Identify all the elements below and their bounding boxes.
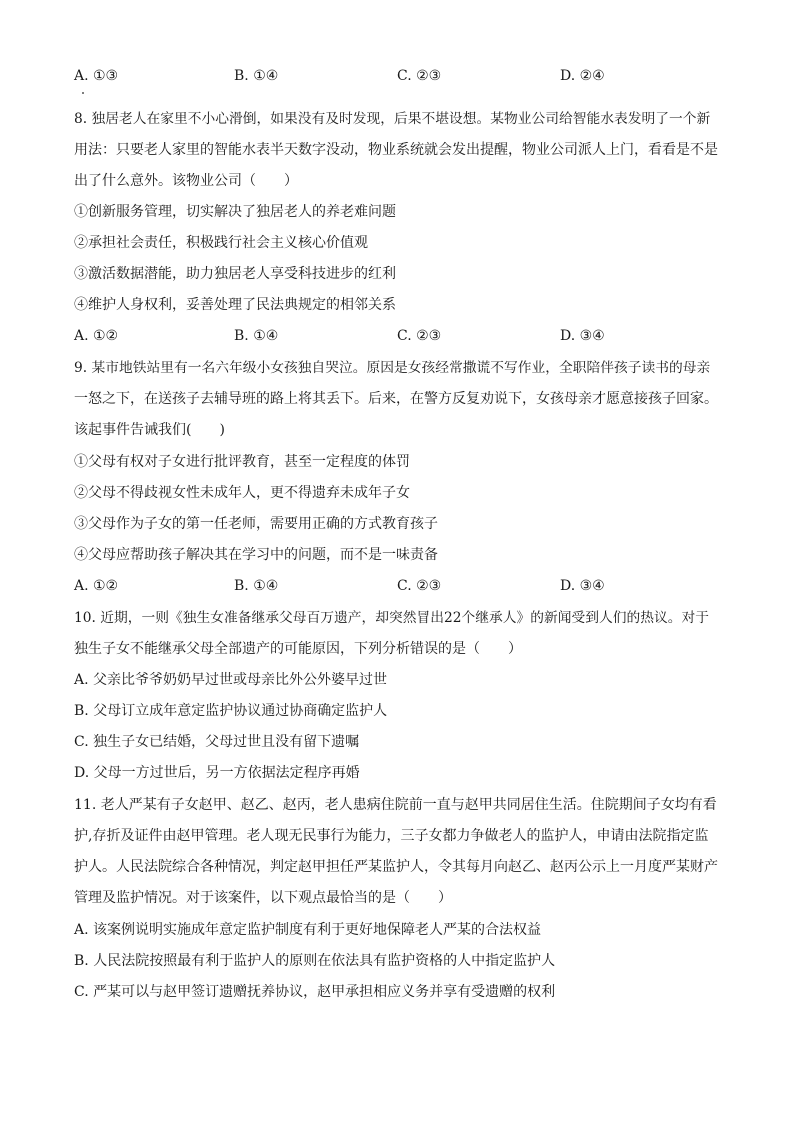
q8-stem-line-2: 用法：只要老人家里的智能水表半天数字没动，物业系统就会发出提醒，物业公司派人上门，看看是不是 — [74, 142, 718, 158]
q9-option-a: A. ①② — [74, 578, 119, 594]
q9-stem-line-3: 该起事件告诫我们( ) — [74, 422, 225, 438]
q7-option-a: A. ①③ — [74, 68, 119, 84]
q9-item-4: ④父母应帮助孩子解决其在学习中的问题，而不是一味责备 — [74, 547, 438, 563]
q8-item-1: ①创新服务管理，切实解决了独居老人的养老难问题 — [74, 204, 396, 220]
q8-options — [74, 326, 734, 346]
q10-stem-line-2: 独生子女不能继承父母全部遗产的可能原因，下列分析错误的是（ ） — [74, 641, 522, 657]
q11-stem-line-3: 护人。人民法院综合各种情况，判定赵甲担任严某监护人，令其每月向赵乙、赵丙公示上一月度严某财产 — [74, 859, 718, 875]
q9-item-1: ①父母有权对子女进行批评教育，甚至一定程度的体罚 — [74, 454, 410, 470]
q7-option-d: D. ②④ — [560, 68, 605, 84]
q11-choice-a: A. 该案例说明实施成年意定监护制度有利于更好地保障老人严某的合法权益 — [74, 922, 542, 938]
q8-item-2: ②承担社会责任，积极践行社会主义核心价值观 — [74, 235, 368, 251]
q9-option-d: D. ③④ — [560, 578, 605, 594]
q9-options — [74, 576, 734, 596]
q9-stem-line-1: 9. 某市地铁站里有一名六年级小女孩独自哭泣。原因是女孩经常撒谎不写作业，全职陪伴孩子读书的母亲 — [74, 360, 711, 376]
q7-option-c: C. ②③ — [397, 68, 442, 84]
q9-item-2: ②父母不得歧视女性未成年人，更不得遗弃未成年子女 — [74, 485, 410, 501]
q8-option-a: A. ①② — [74, 328, 119, 344]
q11-choice-b: B. 人民法院按照最有利于监护人的原则在依法具有监护资格的人中指定监护人 — [74, 953, 556, 969]
q11-stem-line-1: 11. 老人严某有子女赵甲、赵乙、赵丙，老人患病住院前一直与赵甲共同居住生活。住院期间子女均有看 — [74, 797, 717, 813]
q8-item-4: ④维护人身权利，妥善处理了民法典规定的相邻关系 — [74, 297, 396, 313]
q10-choice-a: A. 父亲比爷爷奶奶早过世或母亲比外公外婆早过世 — [74, 672, 388, 688]
q10-choice-d: D. 父母一方过世后，另一方依据法定程序再婚 — [74, 765, 360, 781]
q9-option-c: C. ②③ — [397, 578, 442, 594]
q11-choice-c: C. 严某可以与赵甲签订遗赠抚养协议，赵甲承担相应义务并享有受遗赠的权利 — [74, 984, 556, 1000]
q8-option-c: C. ②③ — [397, 328, 442, 344]
q10-choice-c: C. 独生子女已结婚，父母过世且没有留下遗嘱 — [74, 734, 360, 750]
q8-stem-line-1: 8. 独居老人在家里不小心滑倒，如果没有及时发现，后果不堪设想。某物业公司给智能水表发明了一个新 — [74, 111, 711, 127]
q10-stem-line-1: 10. 近期，一则《独生女准备继承父母百万遗产，却突然冒出22个继承人》的新闻受到人们的热议。对于 — [74, 610, 709, 626]
q8-option-d: D. ③④ — [560, 328, 605, 344]
q7-options — [74, 66, 734, 86]
q9-stem-line-2: 一怒之下，在送孩子去辅导班的路上将其丢下。后来，在警方反复劝说下，女孩母亲才愿意接孩子回家。 — [74, 391, 718, 407]
q11-stem-line-2: 护,存折及证件由赵甲管理。老人现无民事行为能力，三子女都力争做老人的监护人，申请由法院指定监 — [74, 828, 709, 844]
q8-stem-line-3: 出了什么意外。该物业公司（ ） — [74, 173, 298, 189]
q9-option-b: B. ①④ — [234, 578, 279, 594]
stray-dot — [82, 92, 84, 94]
q7-option-b: B. ①④ — [234, 68, 279, 84]
q10-choice-b: B. 父母订立成年意定监护协议通过协商确定监护人 — [74, 703, 388, 719]
q8-option-b: B. ①④ — [234, 328, 279, 344]
q11-stem-line-4: 管理及监护情况。对于该案件，以下观点最恰当的是（ ） — [74, 890, 452, 906]
q8-item-3: ③激活数据潜能，助力独居老人享受科技进步的红利 — [74, 266, 396, 282]
q9-item-3: ③父母作为子女的第一任老师，需要用正确的方式教育孩子 — [74, 516, 438, 532]
